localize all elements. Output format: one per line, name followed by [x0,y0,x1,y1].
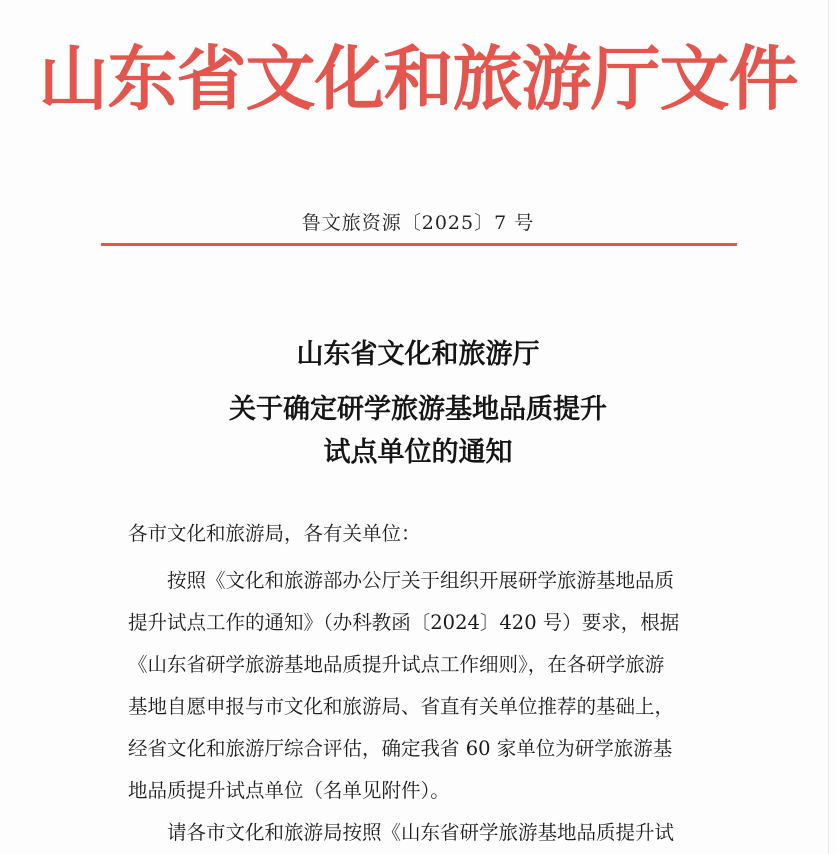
notice-title-line-1: 山东省文化和旅游厅 [296,339,540,370]
body-line: 经省文化和旅游厅综合评估，确定我省 60 家单位为研学旅游基 [128,737,673,760]
issuer-header-title: 山东省文化和旅游厅文件 [38,37,798,120]
body-line: 基地自愿申报与市文化和旅游局、省直有关单位推荐的基础上， [128,695,675,718]
body-line: 请各市文化和旅游局按照《山东省研学旅游基地品质提升试 [128,821,675,844]
notice-title-line-3: 试点单位的通知 [323,437,513,468]
body-line: 按照《文化和旅游部办公厅关于组织开展研学旅游基地品质 [128,569,675,592]
document-number: 鲁文旅资源〔2025〕7 号 [301,212,535,234]
red-separator-rule [101,243,737,246]
body-line: 《山东省研学旅游基地品质提升试点工作细则》，在各研学旅游 [128,653,665,676]
body-line: 提升试点工作的通知》（办科教函〔2024〕420 号）要求，根据 [128,611,680,634]
body-line: 地品质提升试点单位（名单见附件）。 [128,779,450,802]
salutation: 各市文化和旅游局，各有关单位： [128,522,421,545]
notice-title-line-2: 关于确定研学旅游基地品质提升 [229,394,607,425]
